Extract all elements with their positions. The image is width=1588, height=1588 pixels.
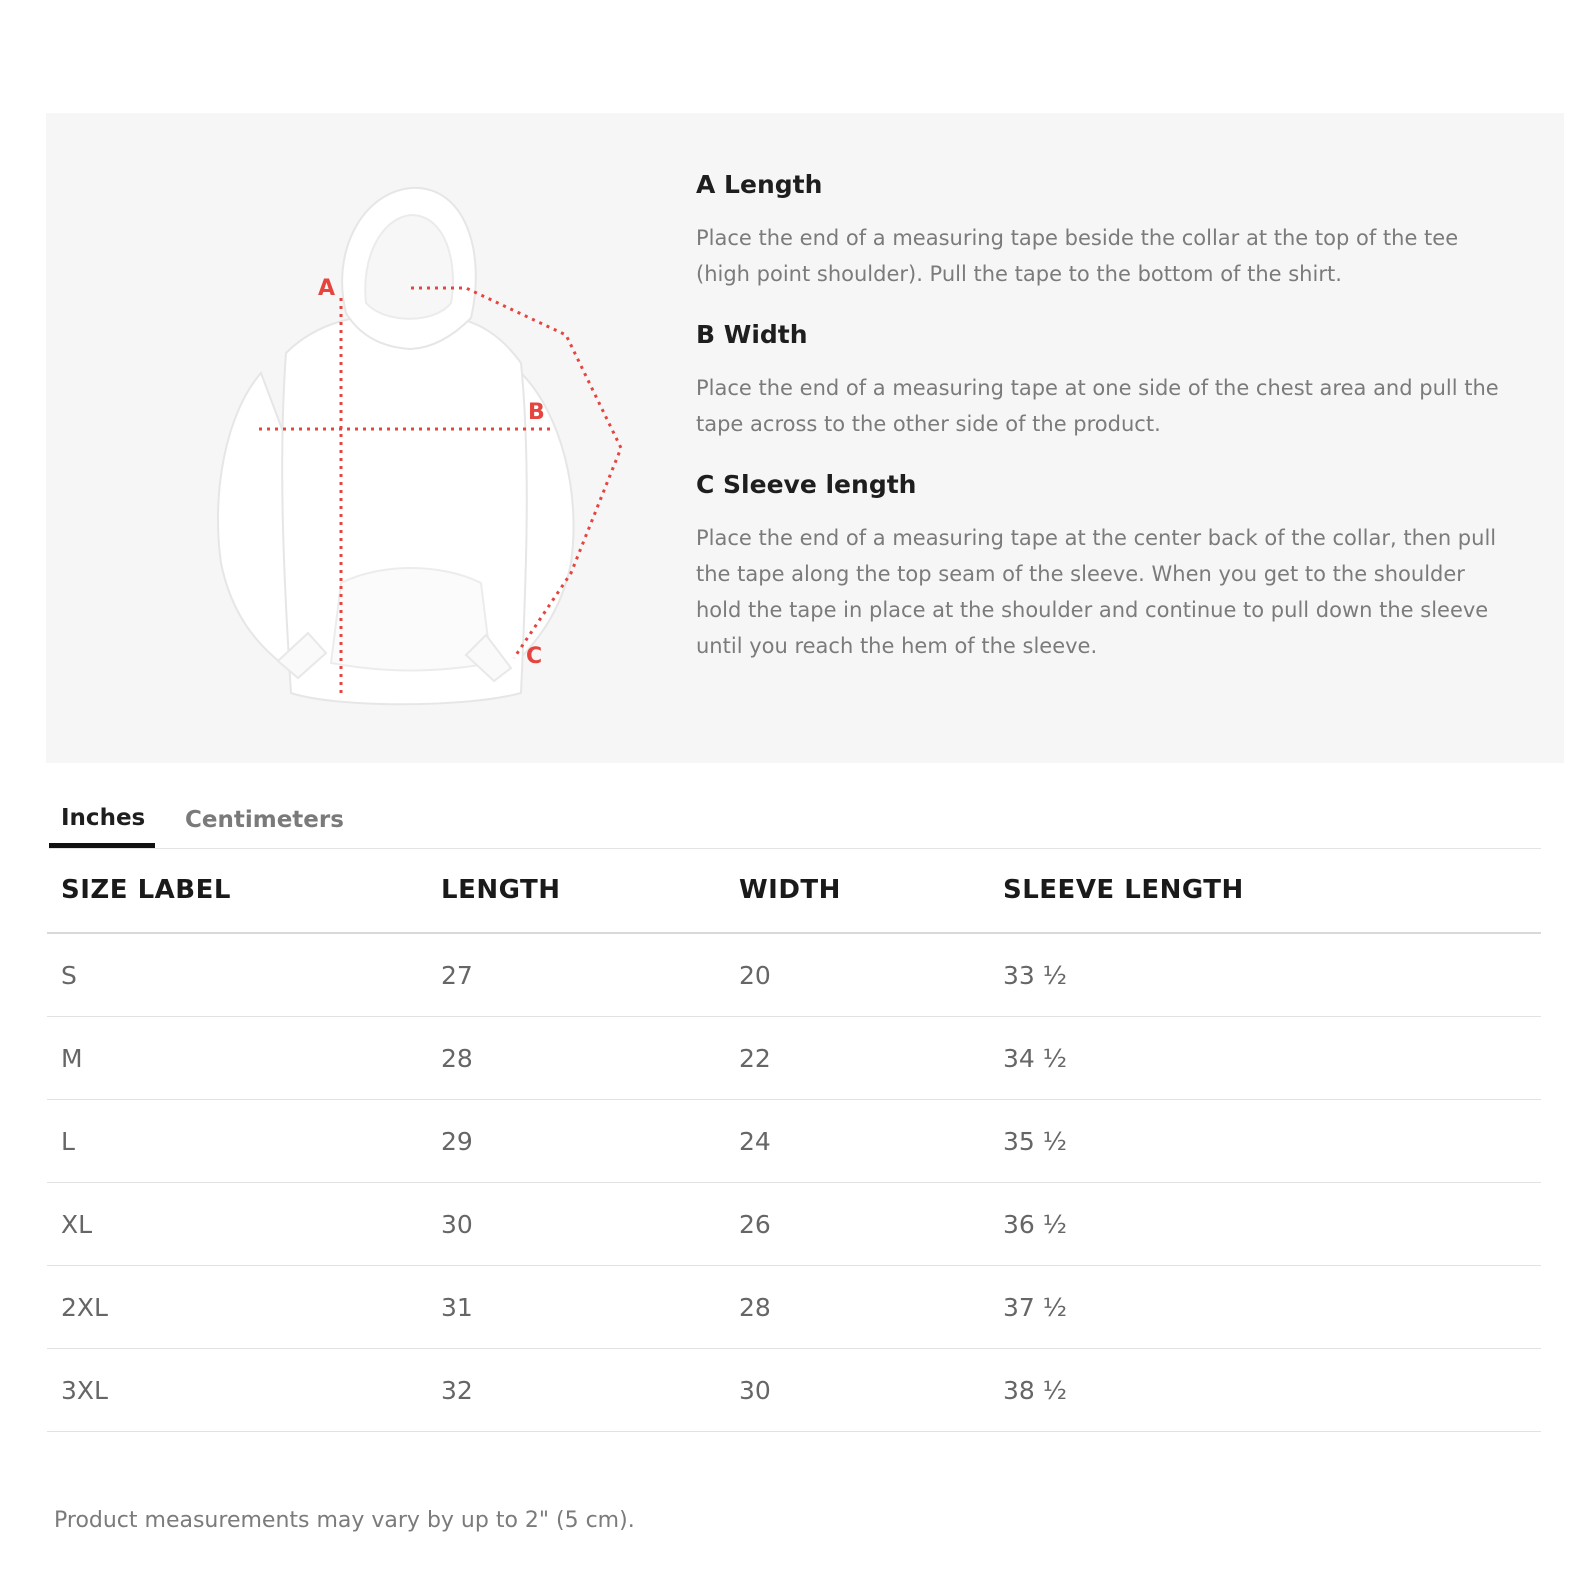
table-row [47,1100,1541,1183]
sleeve-length-description: Place the end of a measuring tape at the center back of the collar, then pull the tape along the top seam of the sleeve. When you get to the shoulder hold the tape in place at the shoulder and continue to pull down the sleeve until you reach the hem of the sleeve. [696,526,1497,658]
width-cell: 24 [725,1100,989,1183]
length-instruction [696,168,1511,292]
sleeve-length-instruction [696,468,1511,664]
length-cell: 30 [427,1183,725,1266]
width-instruction [696,318,1511,442]
table-row [47,933,1541,1017]
sleeve-length-cell: 35 ½ [989,1100,1541,1183]
hoodie-illustration [166,163,626,723]
length-description: Place the end of a measuring tape beside the collar at the top of the tee (high point shoulder). Pull the tape to the bottom of the shirt. [696,226,1459,286]
sleeve-length-cell: 36 ½ [989,1183,1541,1266]
size-cell: M [47,1017,427,1100]
table-header-row [47,848,1541,933]
measurement-instructions [696,168,1511,690]
width-description: Place the end of a measuring tape at one side of the chest area and pull the tape across to the other side of the product. [696,376,1499,436]
size-cell: 2XL [47,1266,427,1349]
width-title: B Width [696,320,808,349]
width-cell: 20 [725,933,989,1017]
size-cell: XL [47,1183,427,1266]
table-row [47,1183,1541,1266]
measurement-guide-panel [46,113,1564,763]
sleeve-length-title: C Sleeve length [696,470,917,499]
width-cell: 26 [725,1183,989,1266]
width-cell: 30 [725,1349,989,1432]
length-cell: 32 [427,1349,725,1432]
size-chart-table [47,848,1541,1432]
sleeve-length-cell: 34 ½ [989,1017,1541,1100]
length-cell: 28 [427,1017,725,1100]
tab-centimeters[interactable]: Centimeters [173,792,343,848]
header-width: WIDTH [725,848,989,933]
length-cell: 27 [427,933,725,1017]
header-length: LENGTH [427,848,725,933]
length-cell: 29 [427,1100,725,1183]
header-size-label: SIZE LABEL [47,848,427,933]
width-cell: 22 [725,1017,989,1100]
table-row [47,1349,1541,1432]
marker-b: B [528,400,545,425]
marker-a: A [318,276,336,301]
sleeve-length-cell: 38 ½ [989,1349,1541,1432]
size-cell: 3XL [47,1349,427,1432]
header-sleeve-length: SLEEVE LENGTH [989,848,1541,933]
hoodie-shape [218,188,574,704]
table-row [47,1266,1541,1349]
measurement-disclaimer: Product measurements may vary by up to 2" (5 cm). [54,1508,635,1533]
size-cell: L [47,1100,427,1183]
unit-tabs [49,778,1541,849]
sleeve-length-cell: 33 ½ [989,933,1541,1017]
hoodie-measurement-diagram [166,163,626,723]
size-cell: S [47,933,427,1017]
length-title: A Length [696,170,823,199]
marker-c: C [526,644,543,669]
tab-inches[interactable]: Inches [49,792,155,848]
width-cell: 28 [725,1266,989,1349]
table-row [47,1017,1541,1100]
length-cell: 31 [427,1266,725,1349]
sleeve-length-cell: 37 ½ [989,1266,1541,1349]
